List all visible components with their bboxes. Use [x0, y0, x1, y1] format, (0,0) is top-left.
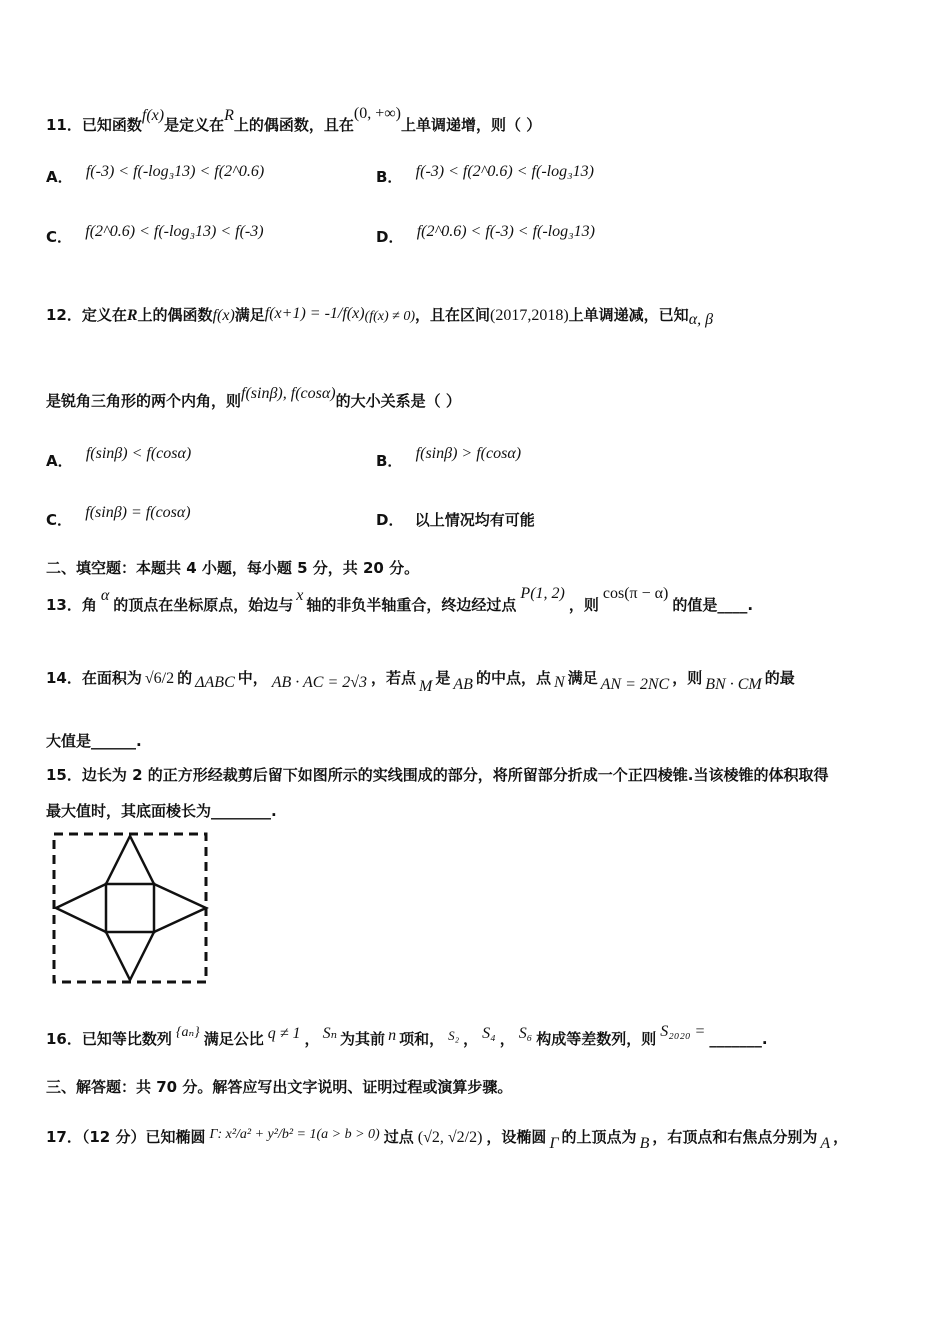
q11-option-c[interactable]: C． f(2^0.6) < f(-log₃13) < f(-3): [46, 223, 264, 246]
dashed-square: [54, 834, 206, 982]
q12-option-c-expr: f(sinβ) = f(cosα): [85, 504, 191, 521]
q12-option-c[interactable]: C． f(sinβ) = f(cosα): [46, 504, 191, 529]
right-triangle: [154, 884, 206, 932]
q11-option-d[interactable]: D． f(2^0.6) < f(-3) < f(-log₃13): [376, 223, 595, 246]
q16-stem: 16．已知等比数列 {aₙ} 满足公比 q ≠ 1 ， Sₙ 为其前 n 项和， S₂ ， S₄ ， S₆ 构成等差数列，则 S₂₀₂₀ = _______.: [46, 1023, 768, 1048]
q13-stem: 13．角α的顶点在坐标原点，始边与x轴的非负半轴重合，终边经过点P(1, 2)，则cos(π − α)的值是____.: [46, 585, 754, 614]
q11-option-a[interactable]: A． f(-3) < f(-log₃13) < f(2^0.6): [46, 163, 265, 186]
q11-stem: 11．已知函数f(x)是定义在R上的偶函数，且在(0, +∞)上单调递增，则（ ）: [46, 105, 542, 134]
q12-option-b-expr: f(sinβ) > f(cosα): [415, 445, 522, 462]
top-triangle: [106, 836, 154, 884]
q12-stem-line2: 是锐角三角形的两个内角，则f(sinβ), f(cosα)的大小关系是（ ）: [46, 385, 461, 410]
q12-stem: 12．定义在R上的偶函数f(x)满足f(x+1) = -1/f(x)(f(x) ≠ 0)，且在区间(2017,2018)上单调递减，已知α, β: [46, 305, 714, 328]
q12-option-a[interactable]: A． f(sinβ) < f(cosα): [46, 445, 192, 470]
q17-stem: 17．（12 分）已知椭圆 Γ: x²/a² + y²/b² = 1(a > b > 0) 过点 (√2, √2/2) ，设椭圆 Γ 的上顶点为 B ，右顶点和右焦点分别为 A ，: [46, 1127, 849, 1152]
q11-option-b[interactable]: B． f(-3) < f(2^0.6) < f(-log₃13): [376, 163, 594, 186]
q11-option-a-expr: f(-3) < f(-log₃13) < f(2^0.6): [85, 163, 265, 180]
q12-option-d[interactable]: D． 以上情况均有可能: [376, 511, 535, 529]
q15-stem-line2: 最大值时，其底面棱长为________.: [46, 802, 277, 820]
q12-option-a-expr: f(sinβ) < f(cosα): [85, 445, 192, 462]
inner-square: [106, 884, 154, 932]
q15-stem-line1: 15．边长为 2 的正方形经裁剪后留下如图所示的实线围成的部分，将所留部分折成一个正四棱锥.当该棱锥的体积取得: [46, 766, 829, 784]
q14-stem-line2: 大值是______.: [46, 732, 142, 750]
q14-stem: 14．在面积为 √6/2 的 ΔABC 中， AB · AC = 2√3 ，若点 M 是 AB 的中点，点 N 满足 AN = 2NC ，则 BN · CM 的最: [46, 669, 795, 695]
q11-option-c-expr: f(2^0.6) < f(-log₃13) < f(-3): [85, 223, 264, 240]
q12-option-b[interactable]: B． f(sinβ) > f(cosα): [376, 445, 522, 470]
q11-option-d-expr: f(2^0.6) < f(-3) < f(-log₃13): [416, 223, 595, 240]
q15-figure: [46, 828, 216, 990]
q12-option-d-expr: 以上情况均有可能: [414, 511, 535, 529]
q11-option-b-expr: f(-3) < f(2^0.6) < f(-log₃13): [415, 163, 594, 180]
bottom-triangle: [106, 932, 154, 980]
section-2-heading: 二、填空题：本题共 4 小题，每小题 5 分，共 20 分。: [46, 559, 420, 577]
left-triangle: [56, 884, 106, 932]
section-3-heading: 三、解答题：共 70 分。解答应写出文字说明、证明过程或演算步骤。: [46, 1078, 513, 1096]
